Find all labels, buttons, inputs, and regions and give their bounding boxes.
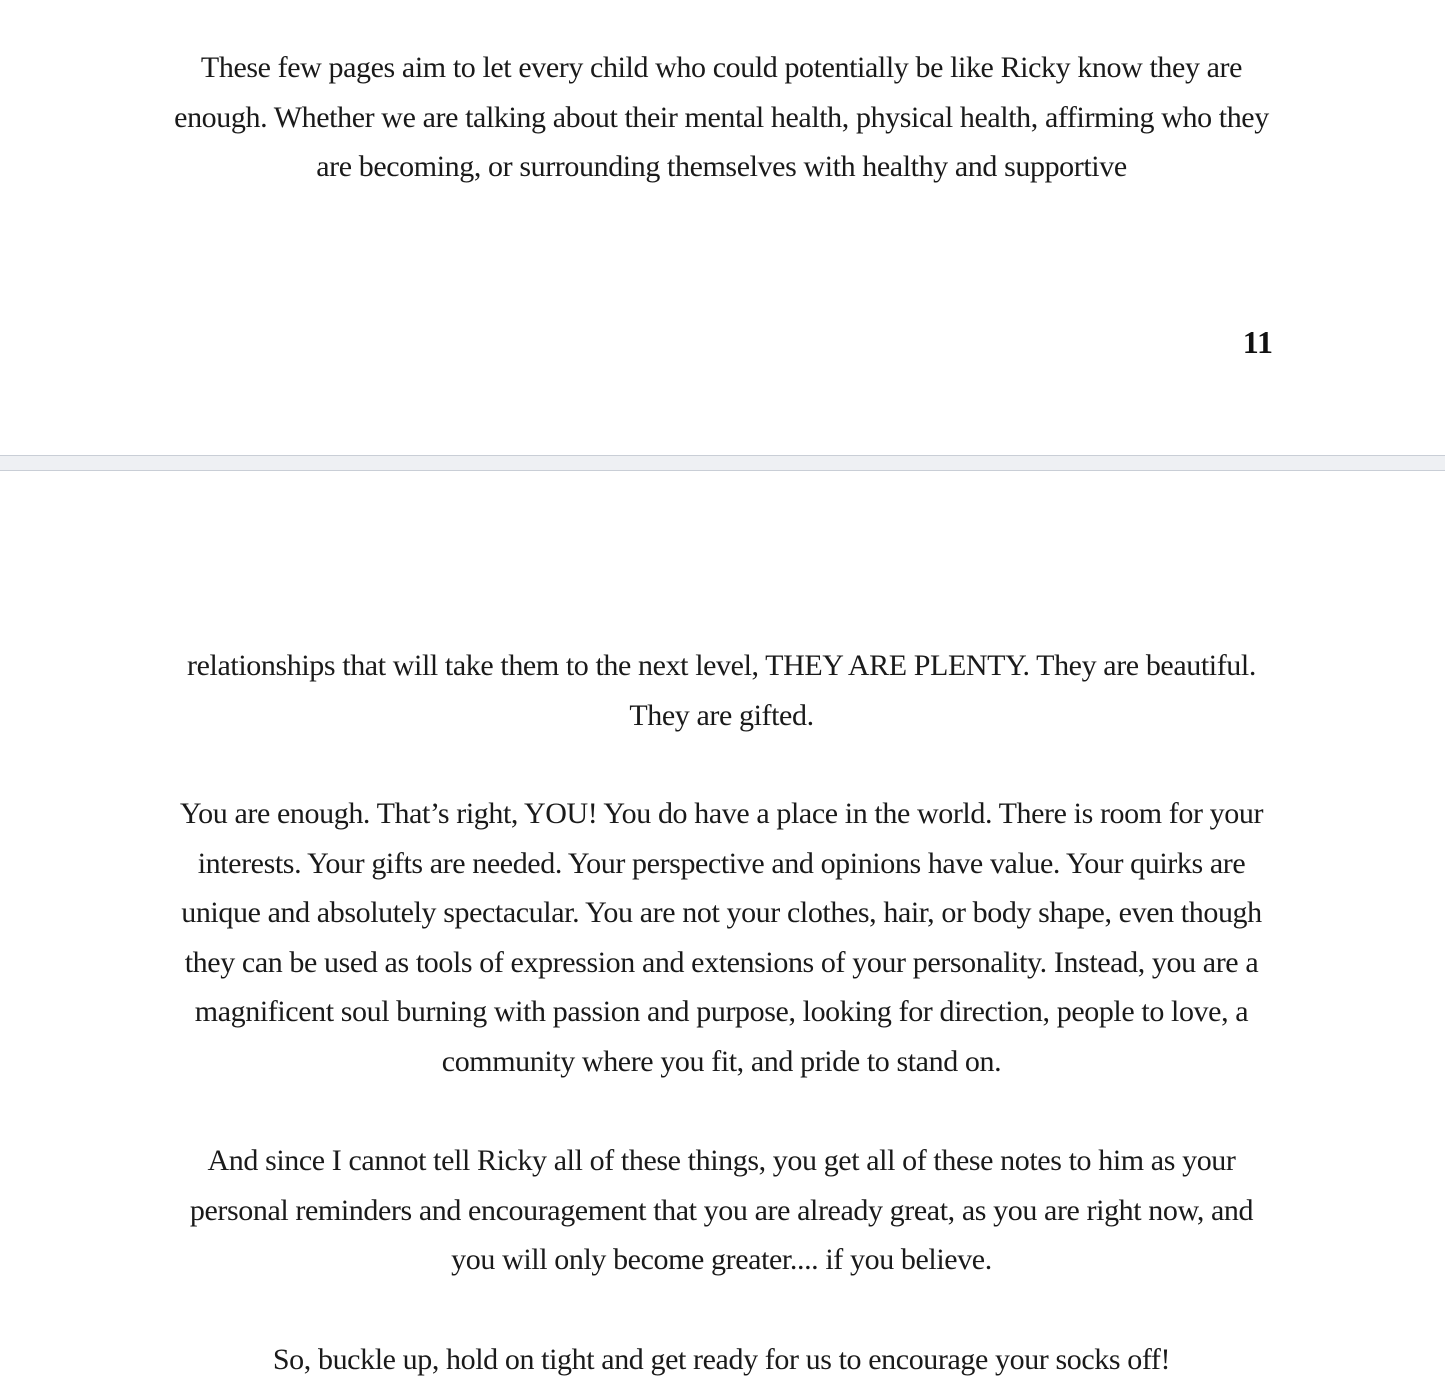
page-number: 11: [1242, 324, 1273, 360]
body-paragraph-continued: relationships that will take them to the next level, THEY ARE PLENTY. They are beautiful. They are gifted.: [187, 649, 1256, 732]
page-break-separator: [0, 455, 1445, 471]
body-paragraph: You are enough. That’s right, YOU! You do have a place in the world. There is room for your interests. Your gifts are needed. Your perspective and opinions have value. Your quirks are unique and absolutely spectacular. You are not your clothes, hair, or body shape, even though they can be used as tools of expression and extensions of your personality. Instead, you are a magnificent soul burning with passion and purpose, looking for direction, people to love, a community where you fit, and pride to stand on.: [179, 797, 1264, 1078]
document-page-12: [0, 471, 1445, 1395]
document-page-11: [0, 0, 1445, 455]
body-paragraph: These few pages aim to let every child who could potentially be like Ricky know they are enough. Whether we are talking about their mental health, physical health, affirming who they are becoming, or surrounding themselves with healthy and supportive: [174, 51, 1269, 184]
body-paragraph: And since I cannot tell Ricky all of these things, you get all of these notes to him as your personal reminders and encouragement that you are already great, as you are right now, and you will only become greater.... if you believe.: [189, 1144, 1254, 1277]
body-paragraph: So, buckle up, hold on tight and get ready for us to encourage your socks off!: [272, 1343, 1171, 1376]
